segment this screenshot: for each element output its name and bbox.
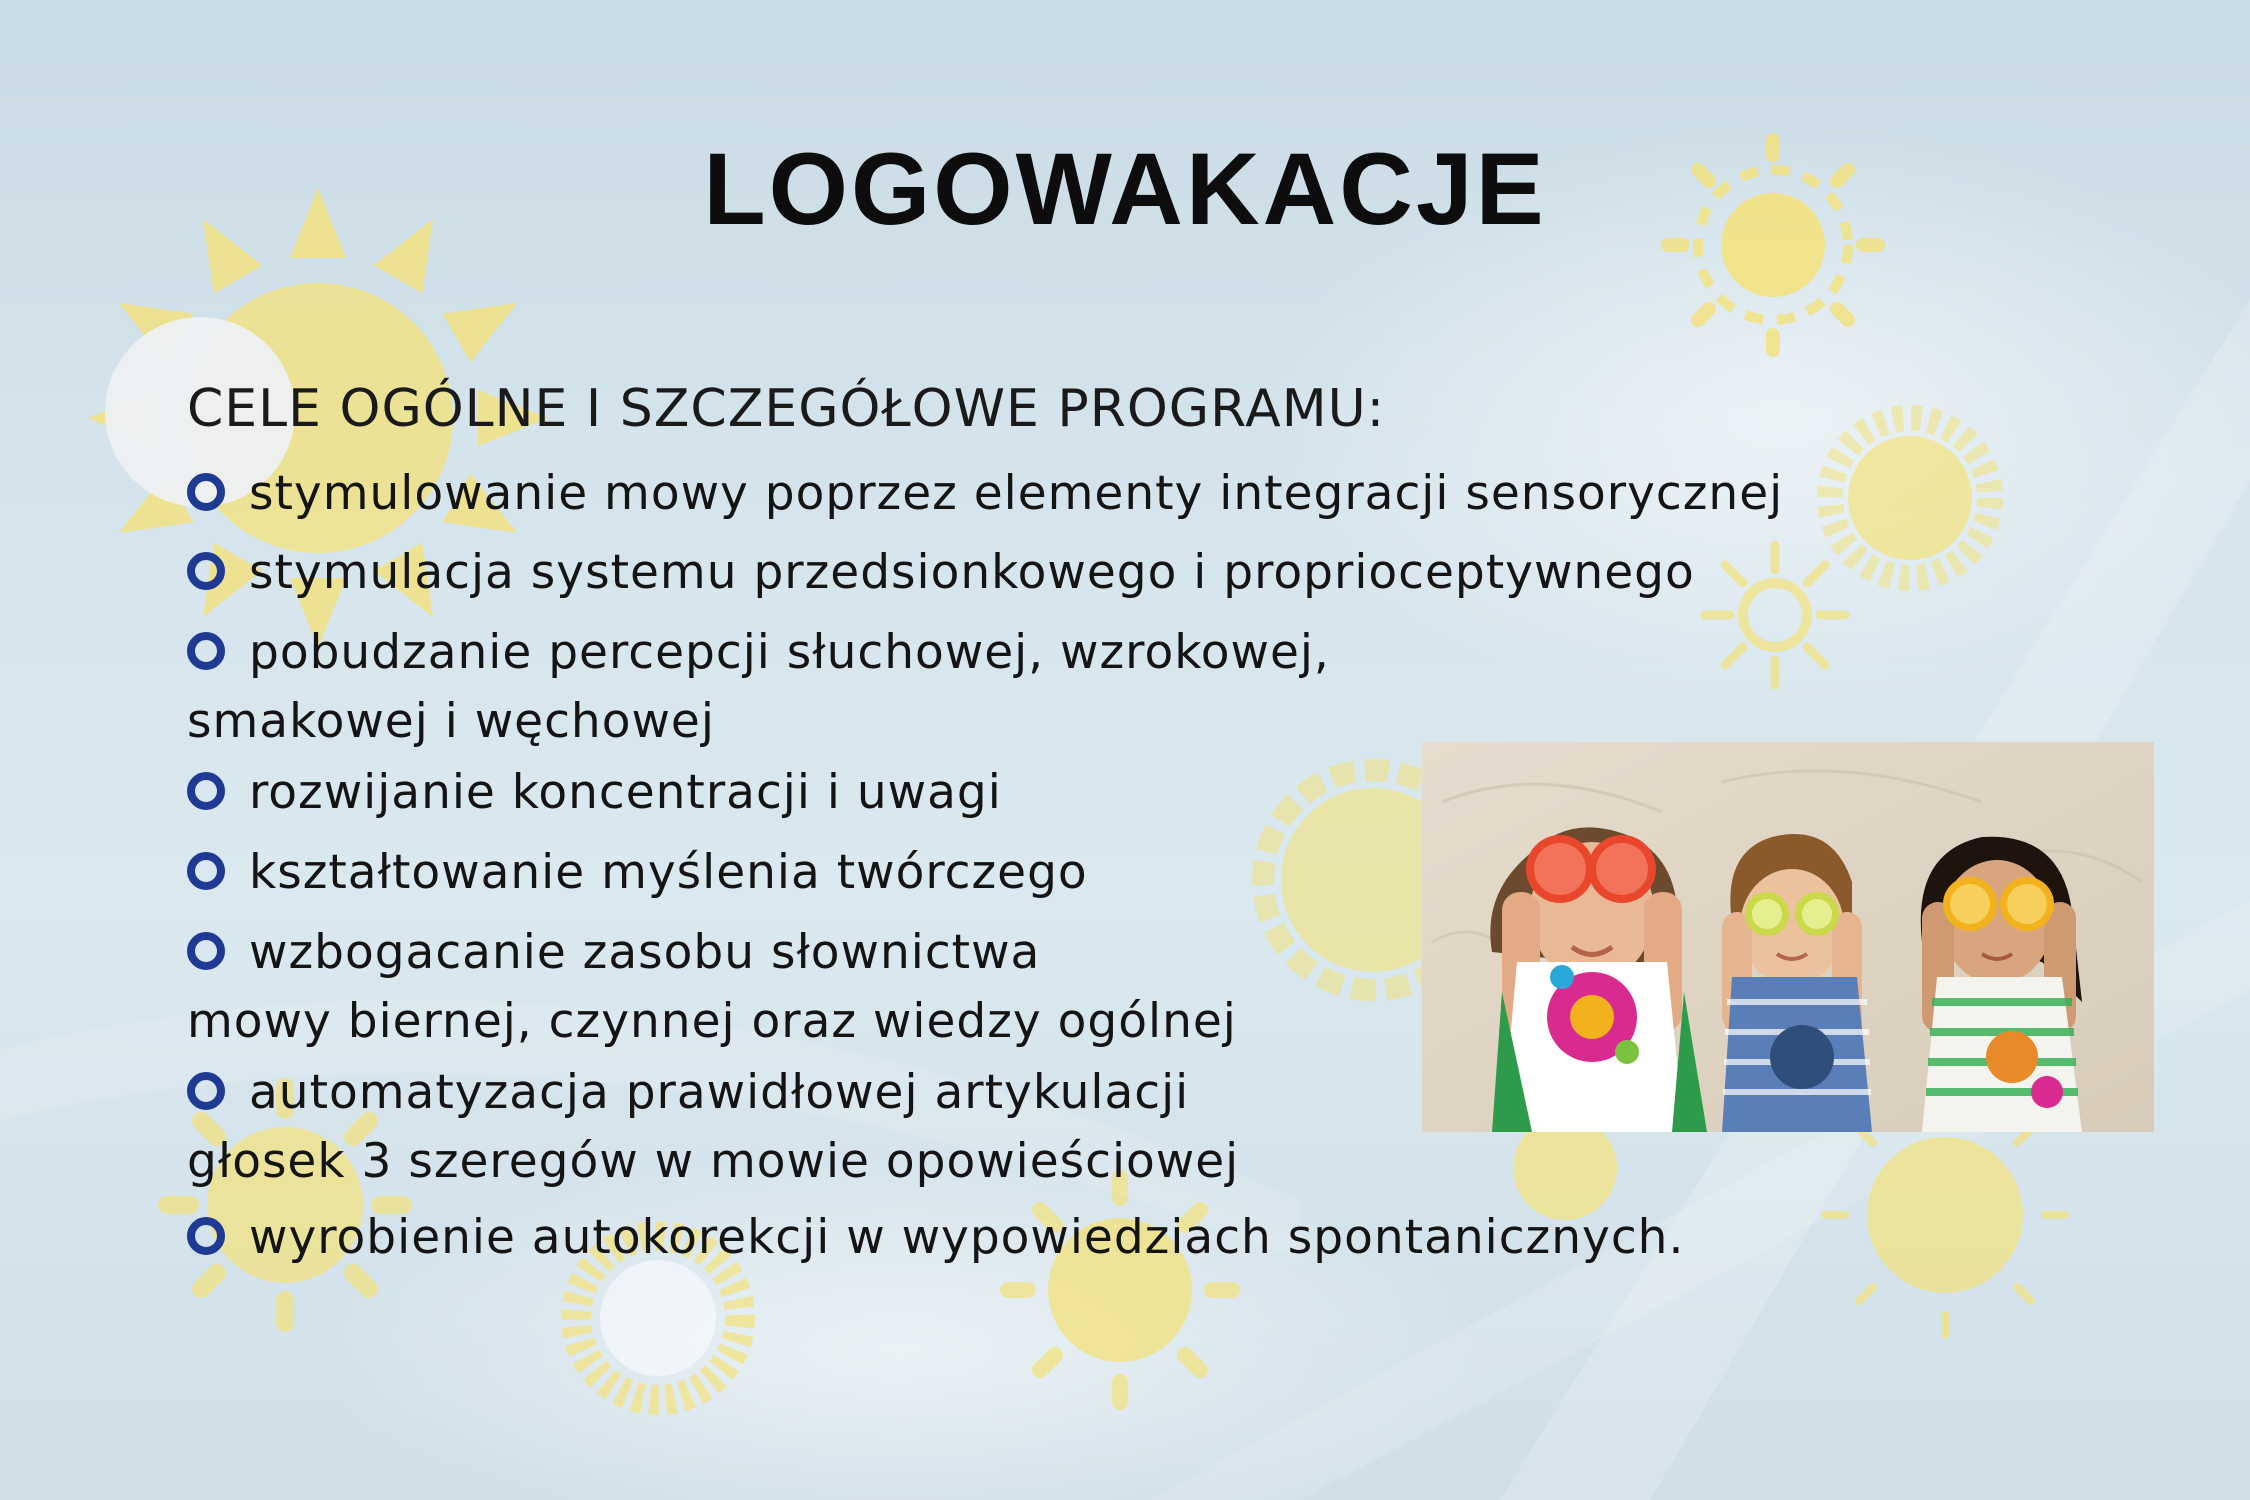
photo-children-with-fruit [1422, 742, 2154, 1132]
list-item [187, 618, 1330, 756]
bullet-ring-icon [187, 632, 225, 670]
bullet-ring-icon [187, 1217, 225, 1255]
sun-icon [1830, 418, 1990, 578]
list-item-text: stymulacja systemu przedsionkowego i proprioceptywnego [249, 545, 1695, 600]
list-item [187, 838, 1088, 907]
list-item-text-continued: mowy biernej, czynnej oraz wiedzy ogólnej [187, 994, 1237, 1049]
list-item-text: wzbogacanie zasobu słownictwa [249, 925, 1041, 980]
list-item [187, 538, 1695, 607]
bullet-ring-icon [187, 1072, 225, 1110]
list-item-text: stymulowanie mowy poprzez elementy integracji sensorycznej [249, 466, 1784, 521]
bullet-ring-icon [187, 852, 225, 890]
bullet-ring-icon [187, 473, 225, 511]
list-item-text: kształtowanie myślenia twórczego [249, 845, 1088, 900]
list-item [187, 1203, 1684, 1272]
list-item-text: automatyzacja prawidłowej artykulacji [249, 1065, 1190, 1120]
bullet-ring-icon [187, 552, 225, 590]
list-item [187, 918, 1237, 1056]
slide-title: LOGOWAKACJE [703, 132, 1547, 246]
list-item-text: pobudzanie percepcji słuchowej, wzrokowej, [249, 625, 1330, 680]
list-item [187, 1058, 1239, 1196]
section-heading: CELE OGÓLNE I SZCZEGÓŁOWE PROGRAMU: [187, 379, 1386, 439]
list-item [187, 459, 1783, 528]
child-figure [1722, 834, 1872, 1132]
list-item [187, 758, 1002, 827]
bullet-ring-icon [187, 772, 225, 810]
list-item-text: wyrobienie autokorekcji w wypowiedziach spontanicznych. [249, 1210, 1685, 1265]
list-item-text-continued: smakowej i węchowej [187, 694, 715, 749]
list-item-text: rozwijanie koncentracji i uwagi [249, 765, 1002, 820]
bullet-ring-icon [187, 932, 225, 970]
child-figure [1921, 837, 2082, 1132]
list-item-text-continued: głosek 3 szeregów w mowie opowieściowej [187, 1134, 1240, 1189]
